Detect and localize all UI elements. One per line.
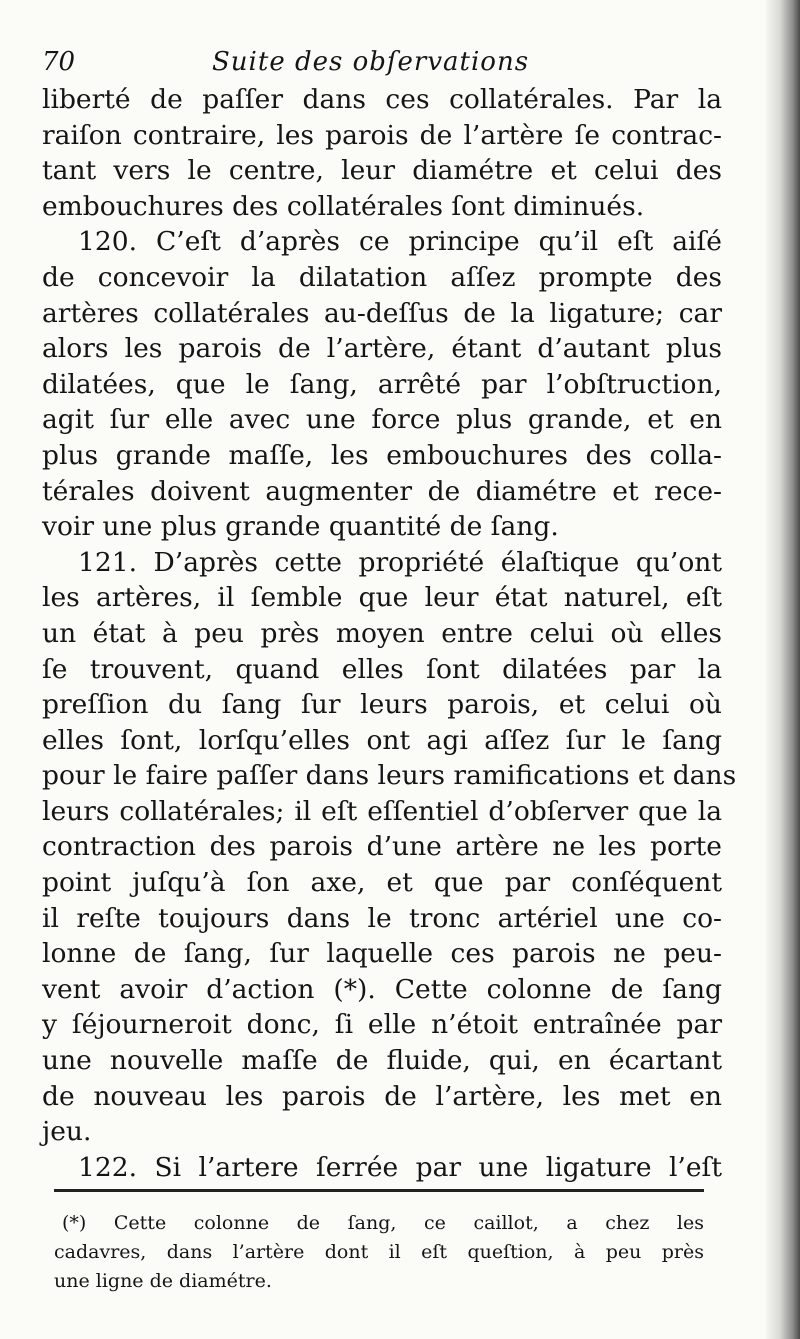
footnote-line: cadavres, dans l’artère dont il eſt queſtion, à peu près [54, 1241, 704, 1263]
text-line: point juſqu’à ſon axe, et que par conſéquent [42, 867, 722, 899]
text-line: vent avoir d’action (*). Cette colonne de ſang [42, 973, 722, 1005]
text-line: liberté de paſſer dans ces collatérales. Par la [42, 84, 722, 115]
footnote [54, 1209, 704, 1296]
page-number: 70 [42, 47, 76, 77]
text-line: y ſéjourneroit donc, ſi elle n’étoit entraînée par [42, 1009, 722, 1041]
text-line: les artères, il ſemble que leur état naturel, eſt [42, 582, 722, 614]
text-line: de concevoir la dilatation aſſez prompte des [42, 261, 722, 293]
text-line: ſe trouvent, quand elles ſont dilatées par la [42, 653, 722, 685]
text-line: elles ſont, lorſqu’elles ont agi aſſez ſur le ſang [42, 724, 722, 756]
text-line: un état à peu près moyen entre celui où elles [42, 617, 722, 649]
text-line: plus grande maſſe, les embouchures des colla- [42, 439, 722, 471]
text-line: artères collatérales au-deſſus de la ligature; car [42, 297, 722, 329]
text-line: dilatées, que le ſang, arrêté par l’obſtruction, [42, 368, 722, 400]
text-line: embouchures des collatérales ſont diminués. [42, 190, 645, 222]
text-line: une nouvelle maſſe de fluide, qui, en écartant [42, 1045, 722, 1077]
text-line: jeu. [42, 1116, 92, 1148]
text-line: leurs collatérales; il eſt eſſentiel d’obſerver que la [42, 795, 722, 827]
body-text [42, 82, 737, 1185]
paragraph-120-start: 120. C’eſt d’après ce principe qu’il eſt aiſé [78, 226, 722, 258]
footnote-line: une ligne de diamétre. [54, 1270, 272, 1292]
text-line: térales doivent augmenter de diamétre et rece- [42, 475, 722, 507]
text-line: raiſon contraire, les parois de l’artère ſe contrac- [42, 119, 722, 151]
footnote-rule [54, 1189, 704, 1192]
page-header [42, 40, 722, 84]
paragraph-122-start: 122. Si l’artere ſerrée par une ligature l’eſt [78, 1151, 722, 1183]
text-line: alors les parois de l’artère, étant d’autant plus [42, 333, 722, 365]
text-line: agit ſur elle avec une force plus grande, et en [42, 404, 722, 436]
running-title: Suite des obſervations [212, 47, 530, 77]
text-line: voir une plus grande quantité de ſang. [42, 511, 559, 543]
footnote-line: (*) Cette colonne de ſang, ce caillot, a chez les [62, 1212, 704, 1234]
paragraph-121-start: 121. D’après cette propriété élaſtique qu’ont [78, 546, 722, 578]
page-spine-shadow [766, 0, 800, 1339]
text-line: lonne de ſang, ſur laquelle ces parois ne peu- [42, 938, 722, 970]
text-line: tant vers le centre, leur diamétre et celui des [42, 155, 722, 187]
text-line: contraction des parois d’une artère ne les porte [42, 831, 722, 863]
text-line: preſſion du ſang ſur leurs parois, et celui où [42, 689, 722, 721]
text-line: il reſte toujours dans le tronc artériel une co- [42, 902, 722, 934]
text-line: pour le faire paſſer dans leurs ramifications et dans [42, 760, 737, 792]
text-line: de nouveau les parois de l’artère, les met en [42, 1080, 722, 1112]
